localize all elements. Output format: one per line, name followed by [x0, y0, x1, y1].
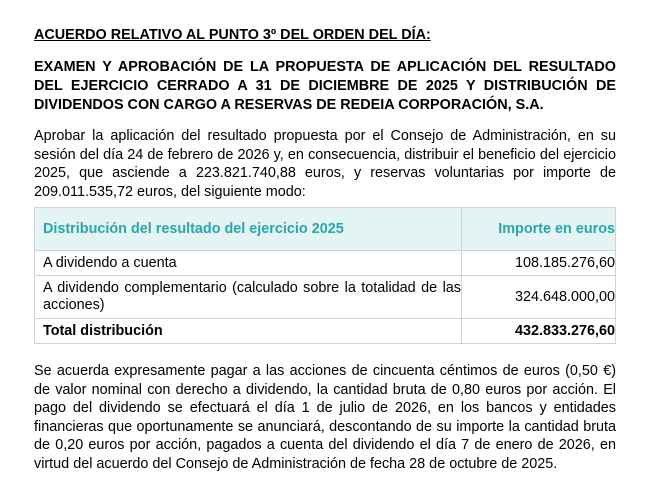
agreement-subheading: EXAMEN Y APROBACIÓN DE LA PROPUESTA DE APLICACIÓN DEL RESULTADO DEL EJERCICIO CERRADO A 31 DE DICIEMBRE DE 2025 Y DISTRIBUCIÓN DE DIVIDENDOS CON CARGO A RESERVAS DE REDEIA CORPORACIÓN, S.A.: [34, 59, 616, 113]
total-description: Total distribución: [35, 319, 462, 344]
table-row: [35, 251, 616, 276]
header-description: Distribución del resultado del ejercicio 2025: [35, 208, 462, 251]
table-header-row: [35, 208, 616, 251]
row-description: A dividendo a cuenta: [35, 251, 462, 276]
dividend-paragraph: Se acuerda expresamente pagar a las acciones de cincuenta céntimos de euros (0,50 €) de valor nominal con derecho a dividendo, la cantidad bruta de 0,80 euros por acción. El pago del dividendo se efectuará el día 1 de julio de 2026, en los bancos y entidades financieras que oportunamente se anunciará, descontando de su importe la cantidad bruta de 0,20 euros por acción, pagados a cuenta del dividendo el día 7 de enero de 2026, en virtud del acuerdo del Consejo de Administración de fecha 28 de octubre de 2025.: [34, 363, 616, 472]
row-amount: 324.648.000,00: [462, 276, 616, 319]
distribution-table: [34, 207, 616, 344]
row-description: A dividendo complementario (calculado sobre la totalidad de las acciones): [35, 276, 462, 319]
total-amount: 432.833.276,60: [462, 319, 616, 344]
table-row: [35, 276, 616, 319]
table-total-row: [35, 319, 616, 344]
agreement-heading: ACUERDO RELATIVO AL PUNTO 3º DEL ORDEN DEL DÍA:: [34, 27, 431, 43]
intro-paragraph: Aprobar la aplicación del resultado propuesta por el Consejo de Administración, en su sesión del día 24 de febrero de 2026 y, en consecuencia, distribuir el beneficio del ejercicio 2025, que asciende a 223.821.740,88 euros, y reservas voluntarias por importe de 209.011.535,72 euros, del siguiente modo:: [34, 128, 616, 200]
header-amount: Importe en euros: [462, 208, 616, 251]
row-amount: 108.185.276,60: [462, 251, 616, 276]
